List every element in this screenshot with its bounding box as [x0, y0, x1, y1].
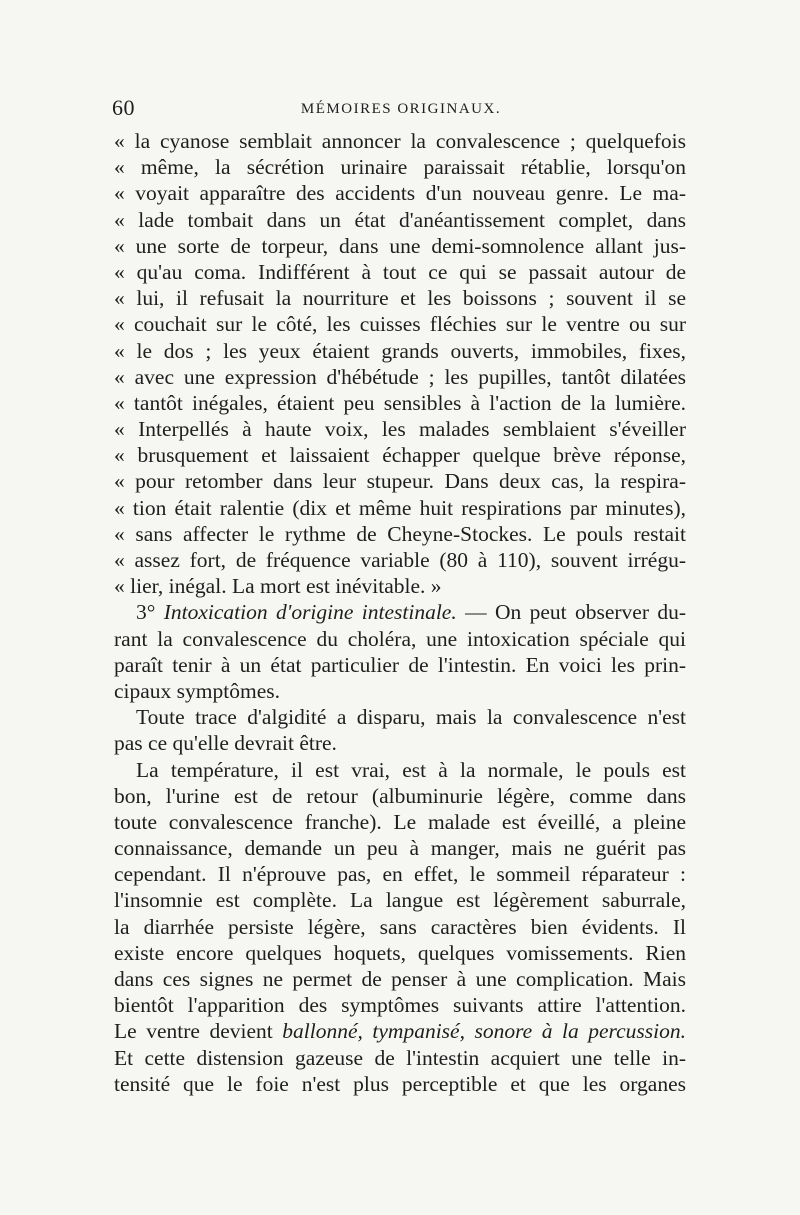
- text-line: cependant. Il n'éprouve pas, en effet, le sommeil réparateur :: [114, 862, 686, 887]
- text-line: dans ces signes ne permet de penser à une complication. Mais: [114, 967, 686, 991]
- text-line: « même, la sécrétion urinaire paraissait rétablie, lorsqu'on: [114, 155, 686, 180]
- text-line: « avec une expression d'hébétude ; les pupilles, tantôt dilatées: [114, 364, 686, 389]
- text-line: « voyait apparaître des accidents d'un nouveau genre. Le ma-: [114, 181, 686, 206]
- text-line: « une sorte de torpeur, dans une demi-somnolence allant jus-: [114, 233, 686, 258]
- text-line: rant la convalescence du choléra, une intoxication spéciale qui: [114, 626, 686, 651]
- text-line: « la cyanose semblait annoncer la convalescence ; quelquefois: [114, 129, 686, 153]
- italic-text-line: [114, 1018, 686, 1044]
- section-heading-line: [114, 599, 686, 625]
- body-text: [114, 128, 686, 1097]
- text-line: cipaux symptômes.: [114, 678, 281, 703]
- line-prefix: Le ventre devient: [114, 1019, 273, 1044]
- text-line: « pour retomber dans leur stupeur. Dans deux cas, la respira-: [114, 469, 686, 494]
- text-line: Toute trace d'algidité a disparu, mais la convalescence n'est: [136, 705, 686, 730]
- text-line: la diarrhée persiste légère, sans caractères bien évidents. Il: [114, 914, 686, 939]
- text-line: bientôt l'apparition des symptômes suivants attire l'attention.: [114, 993, 686, 1018]
- running-title: MÉMOIRES ORIGINAUX.: [300, 101, 502, 117]
- text-line: « lui, il refusait la nourriture et les boissons ; souvent il se: [114, 286, 686, 311]
- text-line: pas ce qu'elle devrait être.: [114, 731, 337, 756]
- section-number: 3°: [136, 600, 156, 625]
- section-lead: — On peut observer du-: [465, 600, 686, 625]
- text-line: « brusquement et laissaient échapper quelque brève réponse,: [114, 443, 686, 468]
- text-line: paraît tenir à un état particulier de l'intestin. En voici les prin-: [114, 652, 686, 677]
- page-number: 60: [112, 95, 135, 120]
- text-line: « lade tombait dans un état d'anéantissement complet, dans: [114, 207, 686, 232]
- section-title: Intoxication d'origine intestinale.: [163, 600, 457, 625]
- text-line: « tantôt inégales, étaient peu sensibles à l'action de la lumière.: [114, 390, 686, 415]
- text-line: tensité que le foie n'est plus perceptible et que les organes: [114, 1071, 686, 1096]
- text-line: « qu'au coma. Indifférent à tout ce qui se passait autour de: [114, 259, 686, 284]
- text-line: « sans affecter le rythme de Cheyne-Stockes. Le pouls restait: [114, 521, 686, 546]
- text-line: « lier, inégal. La mort est inévitable. »: [114, 574, 442, 599]
- text-line: Et cette distension gazeuse de l'intestin acquiert une telle in-: [114, 1045, 686, 1070]
- text-line: « couchait sur le côté, les cuisses fléchies sur le ventre ou sur: [114, 312, 686, 337]
- text-line: l'insomnie est complète. La langue est légèrement saburrale,: [114, 888, 686, 913]
- page-header: [112, 94, 690, 122]
- text-line: « tion était ralentie (dix et même huit respirations par minutes),: [114, 495, 686, 520]
- text-line: bon, l'urine est de retour (albuminurie légère, comme dans: [114, 783, 686, 808]
- text-line: La température, il est vrai, est à la normale, le pouls est: [136, 757, 686, 782]
- text-line: connaissance, demande un peu à manger, mais ne guérit pas: [114, 836, 686, 861]
- text-line: toute convalescence franche). Le malade est éveillé, a pleine: [114, 809, 686, 834]
- text-line: « assez fort, de fréquence variable (80 à 110), souvent irrégu-: [114, 548, 686, 572]
- text-line: « le dos ; les yeux étaient grands ouverts, immobiles, fixes,: [114, 338, 686, 363]
- text-line: existe encore quelques hoquets, quelques vomissements. Rien: [114, 940, 686, 965]
- italic-phrase: ballonné, tympanisé, sonore à la percussion.: [282, 1019, 686, 1044]
- text-line: « Interpellés à haute voix, les malades semblaient s'éveiller: [114, 417, 686, 442]
